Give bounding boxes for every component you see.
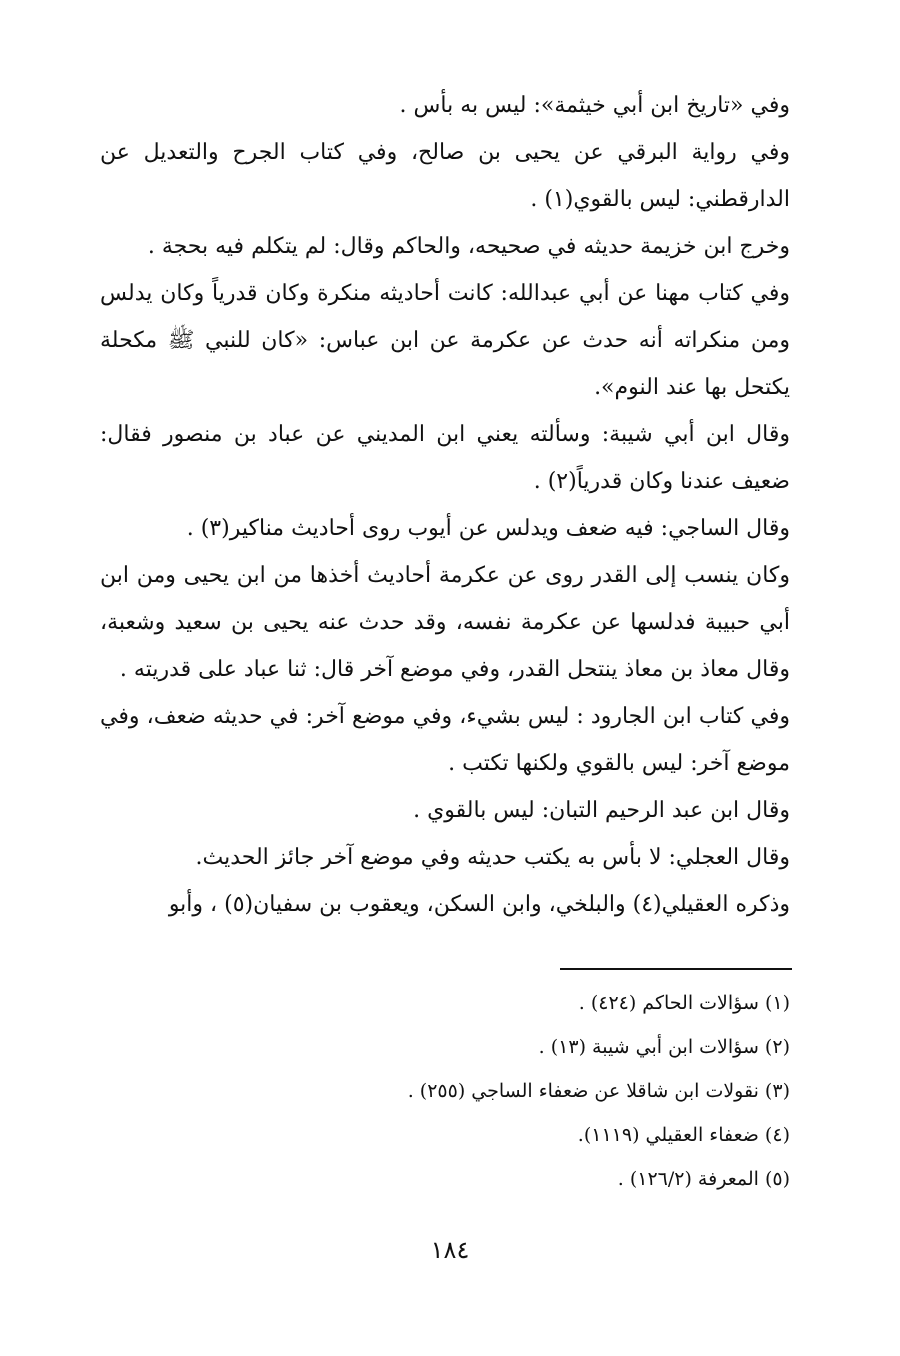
paragraph: وقال ابن عبد الرحيم التبان: ليس بالقوي . xyxy=(413,798,790,823)
paragraph: وقال العجلي: لا بأس به يكتب حديثه وفي موضع آخر جائز الحديث. xyxy=(195,845,790,870)
main-text xyxy=(100,82,790,928)
footnote: (٢) سؤالات ابن أبي شيبة (١٣) . xyxy=(538,1036,790,1058)
paragraph: وفي كتاب مهنا عن أبي عبدالله: كانت أحاديثه منكرة وكان قدرياً وكان يدلس ومن منكراته أنه حدث عن عكرمة عن ابن عباس: «كان للنبي ﷺ مكحلة يكتحل بها عند النوم». xyxy=(100,281,790,400)
page-number: ١٨٤ xyxy=(430,1236,470,1264)
paragraph: وفي رواية البرقي عن يحيى بن صالح، وفي كتاب الجرح والتعديل عن الدارقطني: ليس بالقوي(١) . xyxy=(100,140,790,212)
footnote: (٣) نقولات ابن شاقلا عن ضعفاء الساجي (٢٥٥) . xyxy=(407,1080,790,1102)
footnote: (٤) ضعفاء العقيلي (١١١٩). xyxy=(577,1124,790,1146)
paragraph: وفي كتاب ابن الجارود : ليس بشيء، وفي موضع آخر: في حديثه ضعف، وفي موضع آخر: ليس بالقوي ولكنها تكتب . xyxy=(100,704,790,776)
paragraph: وكان ينسب إلى القدر روى عن عكرمة أحاديث أخذها من ابن يحيى ومن ابن أبي حبيبة فدلسها عن عكرمة نفسه، وقد حدث عنه يحيى بن سعيد وشعبة، وقال معاذ بن معاذ ينتحل القدر، وفي موضع آخر قال: ثنا عباد على قدريته . xyxy=(100,563,790,682)
paragraph: وفي «تاريخ ابن أبي خيثمة»: ليس به بأس . xyxy=(399,93,790,118)
paragraph: وقال الساجي: فيه ضعف ويدلس عن أيوب روى أحاديث مناكير(٣) . xyxy=(186,516,790,541)
footnote: (١) سؤالات الحاكم (٤٢٤) . xyxy=(578,992,790,1014)
paragraph: وقال ابن أبي شيبة: وسألته يعني ابن المديني عن عباد بن منصور فقال: ضعيف عندنا وكان قدرياً(٢) . xyxy=(100,422,790,494)
paragraph: وخرج ابن خزيمة حديثه في صحيحه، والحاكم وقال: لم يتكلم فيه بحجة . xyxy=(147,234,790,259)
footnote-separator xyxy=(560,968,792,970)
footnote: (٥) المعرفة (١٢٦/٢) . xyxy=(617,1168,790,1190)
paragraph: وذكره العقيلي(٤) والبلخي، وابن السكن، ويعقوب بن سفيان(٥) ، وأبو xyxy=(168,892,790,917)
footnotes xyxy=(300,981,790,1201)
